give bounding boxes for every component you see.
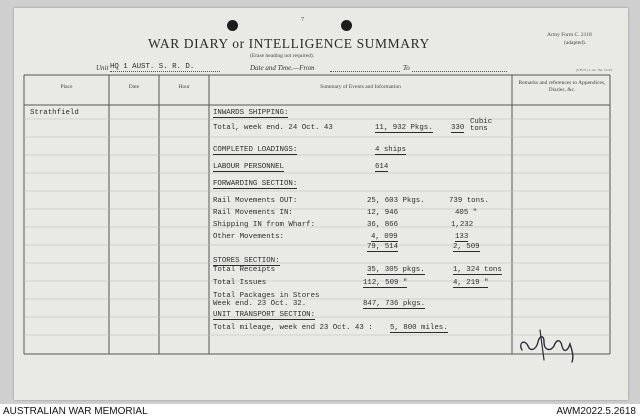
date-time-label: Date and Time.—From: [250, 64, 315, 72]
forwarding-heading: FORWARDING SECTION:: [213, 180, 298, 188]
page-subtitle: (Erase heading not required).: [250, 53, 315, 59]
issues-tons: 4, 219 ": [453, 279, 489, 287]
to-label: To: [403, 64, 410, 72]
packages-value: 847, 736 pkgs.: [363, 300, 426, 308]
completed-value: 4 ships: [375, 146, 407, 154]
print-code: (S.H.N.) L.42. 7M. 12/43.: [576, 68, 613, 72]
packages-label: Total Packages in Stores: [213, 292, 320, 300]
unit-value: HQ 1 AUST. S. R. D.: [110, 63, 220, 72]
issues-pkgs: 112, 509 ": [363, 279, 408, 287]
forwarding-row-tons: 739 tons.: [449, 197, 489, 205]
inwards-tons-unit: tons: [470, 125, 488, 133]
forwarding-row-label: Rail Movements IN:: [213, 209, 293, 217]
archive-name: AUSTRALIAN WAR MEMORIAL: [3, 406, 148, 417]
col-header-remarks: Remarks and references to Appendices, Diaries, &c.: [518, 80, 606, 93]
forwarding-row-label: Other Movements:: [213, 233, 284, 241]
receipts-label: Total Receipts: [213, 266, 276, 274]
forwarding-row-pkgs: 12, 946: [367, 209, 399, 217]
inwards-cubic-num: 330: [451, 124, 465, 132]
forwarding-row-pkgs: 36, 866: [367, 221, 399, 229]
col-header-place: Place: [60, 84, 73, 90]
packages-week-label: Week end. 23 Oct. 32.: [213, 300, 307, 308]
col-header-hour: Hour: [178, 84, 190, 90]
archive-reference: AWM2022.5.2618: [556, 406, 636, 417]
completed-heading: COMPLETED LOADINGS:: [213, 146, 298, 154]
forwarding-row-pkgs: 4, 099: [371, 233, 398, 241]
receipts-tons: [453, 266, 502, 274]
inwards-cubic-unit: Cubic: [470, 118, 493, 126]
forwarding-total-pkgs: 79, 514: [367, 243, 399, 251]
inwards-pkgs: 11, 932 Pkgs.: [375, 124, 433, 132]
forwarding-row-label: Shipping IN from Wharf:: [213, 221, 316, 229]
forwarding-row-label: Rail Movements OUT:: [213, 197, 298, 205]
war-diary-sheet: [14, 8, 628, 400]
place-entry: Strathfield: [30, 109, 79, 117]
forwarding-row-tons: 133: [455, 233, 469, 241]
form-label: Army Form C. 2118: [547, 32, 592, 38]
page-number: 7: [301, 17, 304, 23]
page-title: WAR DIARY or INTELLIGENCE SUMMARY: [148, 36, 430, 51]
inwards-label: Total, week end. 24 Oct. 43: [213, 124, 333, 132]
unit-label: Unit: [96, 64, 109, 72]
transport-heading: UNIT TRANSPORT SECTION:: [213, 311, 316, 319]
issues-label: Total Issues: [213, 279, 267, 287]
receipts-pkgs: 35, 305 pkgs.: [367, 266, 425, 274]
col-header-summary: Summary of Events and Information: [320, 84, 401, 90]
col-header-date: Date: [128, 84, 140, 90]
signature: [514, 320, 584, 366]
inwards-heading: INWARDS SHIPPING:: [213, 109, 289, 117]
labour-heading: LABOUR PERSONNEL: [213, 163, 284, 171]
forwarding-total-tons: 2, 509: [453, 243, 480, 251]
form-adapted: (adapted).: [564, 40, 587, 46]
forwarding-row-tons: 1,232: [451, 221, 474, 229]
receipts-tons-value: 1, 324 tons: [453, 266, 502, 274]
transport-label: Total mileage, week end 23 Oct. 43 :: [213, 324, 373, 332]
transport-value: 5, 800 miles.: [390, 324, 448, 332]
forwarding-row-tons: 405 ": [455, 209, 478, 217]
stores-heading: STORES SECTION:: [213, 257, 280, 265]
archive-footer: [0, 404, 640, 420]
labour-value: 614: [375, 163, 389, 171]
forwarding-row-pkgs: 25, 603 Pkgs.: [367, 197, 425, 205]
